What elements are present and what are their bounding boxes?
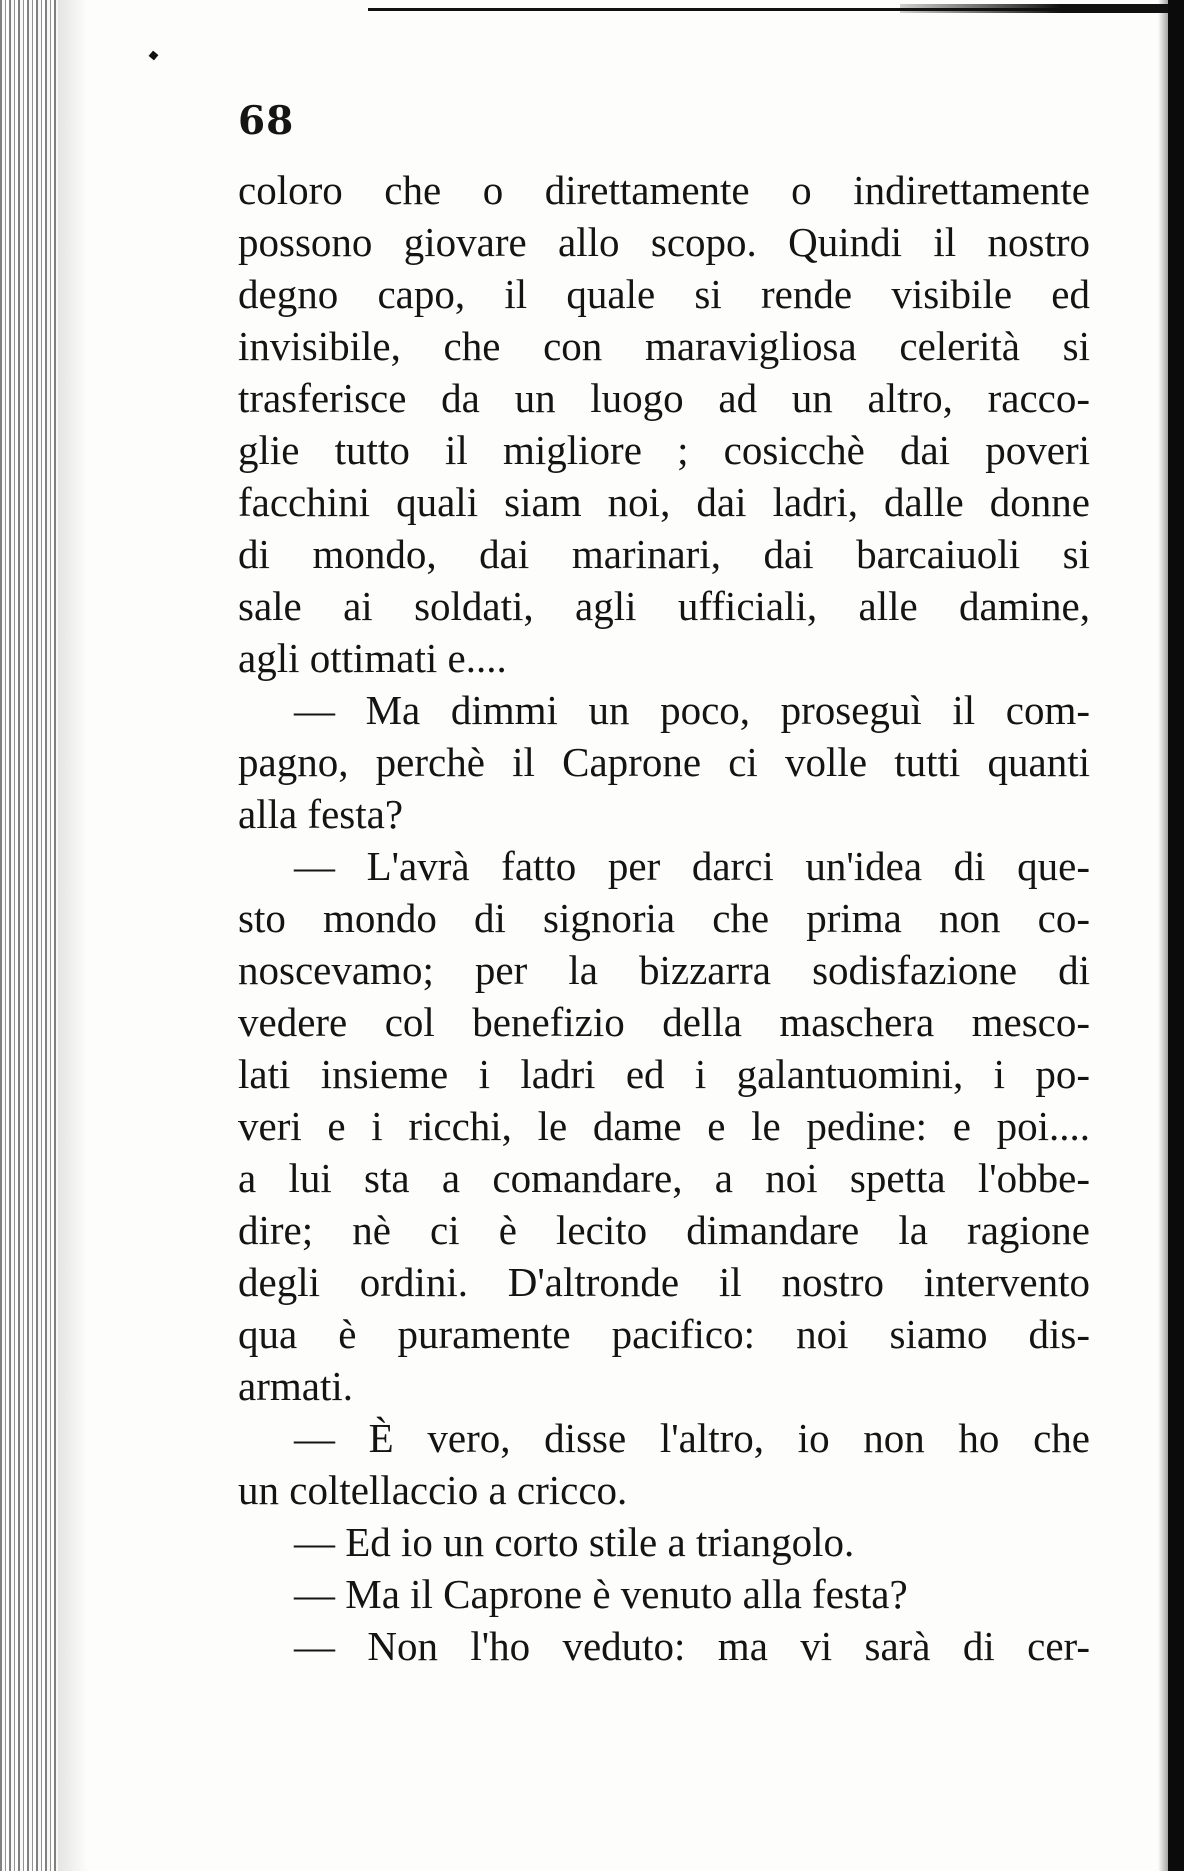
- gutter-shadow: [58, 0, 88, 1871]
- text-line: vedere col benefizio della maschera mesco-: [238, 999, 1090, 1045]
- top-rule-shadow: [900, 4, 1168, 13]
- page-number: 68: [238, 98, 295, 144]
- text-line: — Ed io un corto stile a triangolo.: [294, 1519, 855, 1565]
- text-line: sale ai soldati, agli ufficiali, alle damine,: [238, 583, 1090, 629]
- text-line: degno capo, il quale si rende visibile ed: [238, 271, 1090, 317]
- text-line: degli ordini. D'altronde il nostro intervento: [238, 1259, 1090, 1305]
- text-line: — Ma il Caprone è venuto alla festa?: [294, 1571, 908, 1617]
- text-line: — È vero, disse l'altro, io non ho che: [294, 1415, 1090, 1461]
- text-line: pagno, perchè il Caprone ci volle tutti quanti: [238, 739, 1090, 785]
- text-line: trasferisce da un luogo ad un altro, racco-: [238, 375, 1090, 421]
- text-line: — Non l'ho veduto: ma vi sarà di cer-: [294, 1623, 1090, 1669]
- page-edge-shadow: [1158, 0, 1168, 1871]
- text-line: — L'avrà fatto per darci un'idea di que-: [294, 843, 1090, 889]
- text-line: glie tutto il migliore ; cosicchè dai poveri: [238, 427, 1090, 473]
- ink-speck: [149, 51, 159, 61]
- text-line: qua è puramente pacifico: noi siamo dis-: [238, 1311, 1090, 1357]
- text-line: dire; nè ci è lecito dimandare la ragione: [238, 1207, 1090, 1253]
- text-line: — Ma dimmi un poco, proseguì il com-: [294, 687, 1090, 733]
- text-line: alla festa?: [238, 791, 404, 837]
- text-line: un coltellaccio a cricco.: [238, 1467, 628, 1513]
- body-text: [238, 164, 1090, 1672]
- binding-gutter: [0, 0, 58, 1871]
- text-line: lati insieme i ladri ed i galantuomini, i po-: [238, 1051, 1090, 1097]
- text-line: agli ottimati e....: [238, 635, 507, 681]
- text-line: coloro che o direttamente o indirettamente: [238, 167, 1090, 213]
- text-line: veri e i ricchi, le dame e le pedine: e poi....: [238, 1103, 1090, 1149]
- text-line: armati.: [238, 1363, 353, 1409]
- text-line: sto mondo di signoria che prima non co-: [238, 895, 1090, 941]
- text-line: a lui sta a comandare, a noi spetta l'obbe-: [238, 1155, 1090, 1201]
- text-line: noscevamo; per la bizzarra sodisfazione di: [238, 947, 1090, 993]
- text-line: di mondo, dai marinari, dai barcaiuoli si: [238, 531, 1090, 577]
- text-line: invisibile, che con maravigliosa celerità si: [238, 323, 1090, 369]
- text-line: possono giovare allo scopo. Quindi il nostro: [238, 219, 1090, 265]
- page-edge: [1168, 0, 1184, 1871]
- text-line: facchini quali siam noi, dai ladri, dalle donne: [238, 479, 1090, 525]
